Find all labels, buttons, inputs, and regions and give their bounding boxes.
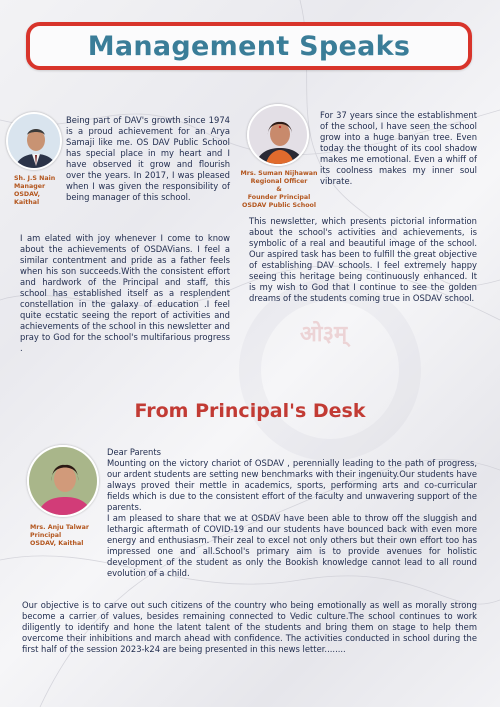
salutation: Dear Parents (107, 447, 162, 457)
manager-name: Sh. J.S Nain (14, 175, 56, 182)
principal-paragraph: Mounting on the victory chariot of OSDAV , perennially leading to the path of progress, our ardent students are setting new benchmarks with their ingenuity.Our students have always proved their mettle in academics, sports, performing arts and co-curricular fields which is due to the consistent effort of the faculty and unwavering support of the parents. (107, 458, 477, 512)
manager-photo (6, 112, 62, 170)
manager-title: Manager (14, 183, 46, 190)
manager-paragraph: Being part of DAV's growth since 1974 is a proud achievement for an Arya Samaji like me. OS DAV Public School has special place in my heart and I have observed it grow and flourish over the years. In 2017, I was pleased when I was given the responsibility of being manager of this school. (66, 115, 230, 202)
founder-role: Founder Principal (247, 194, 311, 201)
principal-paragraph: I am pleased to share that we at OSDAV have been able to throw off the sluggish and lethargic aftermath of COVID-19 and our students have bounced back with even more energy and enthusiasm. Their zeal to excel not only others but their own effort too has impressed one and all.School's primary aim is to provide avenues for holistic development of the student as only the Bookish knowledge cannot lead to all round evolution of a child. (107, 513, 477, 578)
founder-school: OSDAV Public School (241, 202, 317, 209)
founder-photo (247, 104, 309, 166)
page-title: Management Speaks (87, 30, 411, 62)
manager-paragraph: I am elated with joy whenever I come to know about the achievements of OSDAVians. I feel a similar contentment and pride as a father feels when his son succeeds.With the consistent effort and hardwork of the Principal and staff, this school has established itself as a resplendent constellation in the galaxy of education .I feel quite ecstatic seeing the report of activities and achievements of the school in this newsletter and pray to God for the school's multifarious progress . (20, 233, 230, 353)
principal-title: Principal (30, 532, 62, 539)
manager-message-intro (66, 115, 230, 203)
manager-caption (14, 175, 55, 207)
manager-city: Kaithal (14, 199, 40, 206)
founder-paragraph: For 37 years since the establishment of the school, I have seen the school grow into a huge banyan tree. Even today the thought of its cool shadow makes me emotional. Even a whiff of its coolness makes my inner soul vibrate. (320, 110, 477, 186)
manager-school: OSDAV, (14, 191, 41, 198)
founder-title: Regional Officer (250, 178, 308, 185)
principal-section-title: From Principal's Desk (134, 400, 366, 422)
principal-message-top (107, 447, 477, 579)
founder-message-intro (320, 110, 477, 187)
founder-message-main (249, 216, 477, 304)
manager-message-main (20, 233, 230, 354)
principal-message-bottom (22, 600, 477, 655)
founder-ampersand: & (276, 186, 282, 193)
founder-caption (238, 170, 320, 210)
principal-paragraph: Our objective is to carve out such citizens of the country who being emotionally as well as morally strong become a carrier of values, besides remaining connected to Vedic culture.The school continues to work diligently to identify and hone the latent talent of the students and bring them on stage to help them overcome their inhibitions and march ahead with confidence. The activities conducted in school during the first half of the session 2023-k24 are being presented in this news letter........ (22, 600, 477, 654)
principal-caption (30, 524, 89, 548)
founder-name: Mrs. Suman Nijhawan (240, 170, 318, 177)
founder-paragraph: This newsletter, which presents pictorial information about the school's activities and achievements, is symbolic of a real and beautiful image of the school. Our aspired task has been to fulfill the great objective of establishing DAV schools. I feel extremely happy seeing this heritage being continuously enhanced. It is my wish to God that I continue to see the golden dreams of the students coming true in OSDAV school. (249, 216, 477, 303)
principal-school: OSDAV, Kaithal (30, 540, 84, 547)
principal-photo (27, 445, 99, 517)
om-watermark: ओ३म् (300, 321, 348, 347)
principal-name: Mrs. Anju Talwar (30, 524, 89, 531)
title-banner (26, 22, 472, 70)
